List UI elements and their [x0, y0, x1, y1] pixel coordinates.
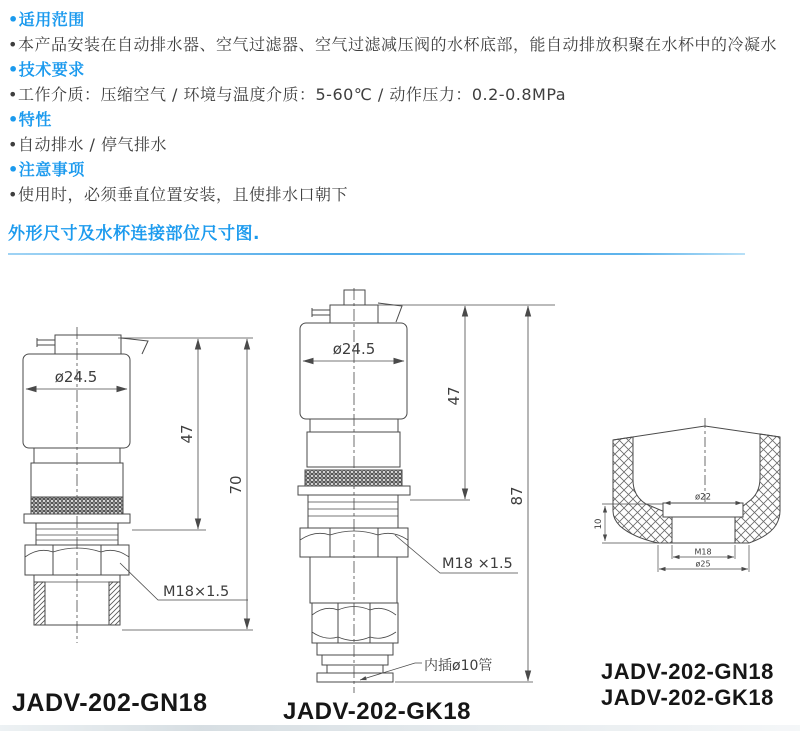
cup-outline	[602, 418, 780, 572]
info-line-scope-header: •适用范围	[8, 10, 85, 29]
gk18-tube-note: 内插ø10管	[424, 658, 493, 674]
model-label-gk18: JADV-202-GK18	[283, 698, 471, 725]
gn18-total-height-dim: 70	[227, 475, 245, 495]
info-line-note-body: •使用时，必须垂直位置安装，且使排水口朝下	[8, 185, 348, 204]
info-line-tech-header: •技术要求	[8, 60, 85, 79]
info-line-note-header: •注意事项	[8, 160, 85, 179]
cup-bottom-diameter-dim: ø25	[695, 559, 711, 569]
gk18-upper-height-dim: 47	[445, 386, 463, 406]
drawing-cup-section	[588, 418, 800, 600]
cup-top-diameter-dim: ø22	[694, 492, 712, 503]
bottom-divider-strip	[0, 725, 800, 731]
model-label-cup-gn18: JADV-202-GN18	[601, 659, 774, 684]
model-label-gn18: JADV-202-GN18	[12, 689, 208, 717]
model-label-cup-gk18: JADV-202-GK18	[601, 685, 774, 710]
gn18-upper-height-dim: 47	[178, 424, 196, 444]
info-line-feature-body: •自动排水 / 停气排水	[8, 135, 168, 154]
gk18-total-height-dim: 87	[508, 486, 526, 506]
drawing-valve-gk18	[270, 288, 560, 710]
gk18-diameter-dim: ø24.5	[332, 340, 376, 358]
info-text-block	[0, 0, 800, 255]
drawing-valve-gn18	[10, 325, 260, 685]
gn18-diameter-dim: ø24.5	[54, 368, 98, 386]
gn18-thread-dim: M18×1.5	[163, 584, 230, 600]
info-line-feature-header: •特性	[8, 110, 52, 129]
section-divider	[8, 253, 745, 255]
cup-height-dim: 10	[594, 518, 604, 530]
info-line-scope-body: •本产品安装在自动排水器、空气过滤器、空气过滤减压阀的水杯底部，能自动排放积聚在水杯中的冷凝水	[8, 35, 777, 54]
cup-thread-dim: M18	[694, 547, 712, 557]
gk18-thread-dim: M18 ×1.5	[442, 556, 513, 572]
info-line-tech-body: •工作介质：压缩空气 / 环境与温度介质：5-60℃ / 动作压力：0.2-0.8MPa	[8, 85, 567, 104]
model-labels-cup	[601, 659, 774, 711]
dimension-section-title: 外形尺寸及水杯连接部位尺寸图.	[8, 224, 260, 244]
